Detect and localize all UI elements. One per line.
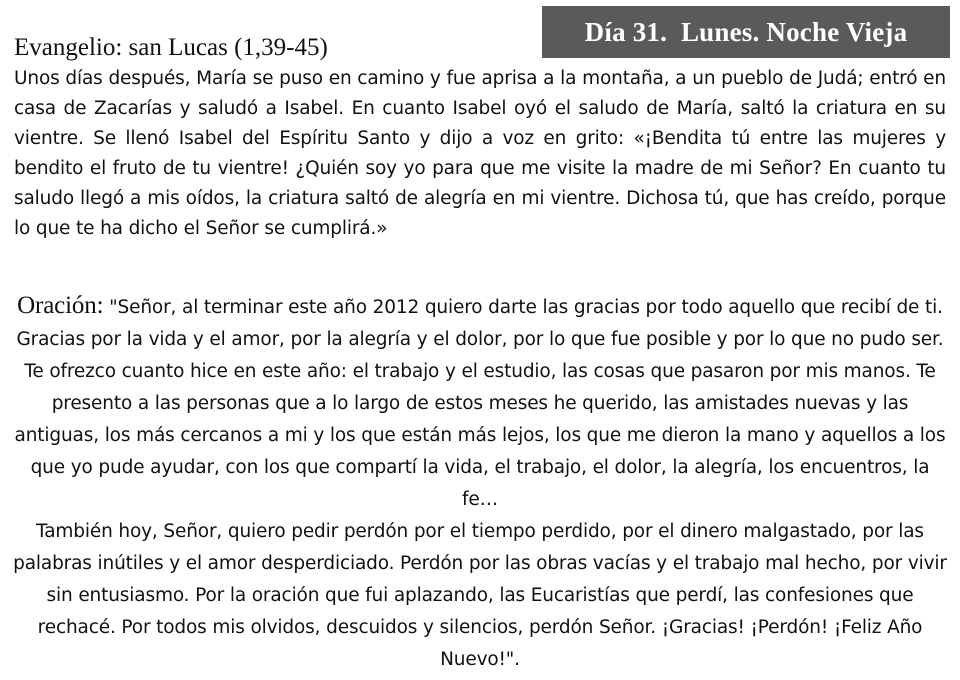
gospel-heading: Evangelio: san Lucas (1,39-45) bbox=[14, 34, 328, 61]
day-title: Día 31. Lunes. Noche Vieja bbox=[584, 16, 908, 47]
prayer-section bbox=[12, 290, 948, 676]
gospel-text: Unos días después, María se puso en camino y fue aprisa a la montaña, a un pueblo de Judá; entró en casa de Zacarías y saludó a Isabel. En cuanto Isabel oyó el saludo de María, saltó la criatura en su vientre. Se llenó Isabel del Espíritu Santo y dijo a voz en grito: «¡Bendita tú entre las mujeres y bendito el fruto de tu vientre! ¿Quién soy yo para que me visite la madre de mi Señor? En cuanto tu saludo llegó a mis oídos, la criatura saltó de alegría en mi vientre. Dichosa tú, que has creído, porque lo que te ha dicho el Señor se cumplirá.» bbox=[14, 68, 946, 239]
prayer-label: Oración: bbox=[17, 292, 104, 319]
prayer-paragraph-1 bbox=[12, 290, 948, 516]
prayer-paragraph-2: También hoy, Señor, quiero pedir perdón por el tiempo perdido, por el dinero malgastado, por las palabras inútiles y el amor desperdiciado. Perdón por las obras vacías y el trabajo mal hecho, por vivir sin entusiasmo. Por la oración que fui aplazando, las Eucaristías que perdí, las confesiones que rechacé. Por todos mis olvidos, descuidos y silencios, perdón Señor. ¡Gracias! ¡Perdón! ¡Feliz Año Nuevo!". bbox=[13, 521, 947, 670]
day-title-banner bbox=[542, 6, 950, 58]
prayer-paragraph-1-text: "Señor, al terminar este año 2012 quiero darte las gracias por todo aquello que recibí de ti. Gracias por la vida y el amor, por la alegría y el dolor, por lo que fue posible y por lo que no pudo ser. Te ofrezco cuanto hice en este año: el trabajo y el estudio, las cosas que pasaron por mis manos. Te presento a las personas que a lo largo de estos meses he querido, las amistades nuevas y las antiguas, los más cercanos a mi y los que están más lejos, los que me dieron la mano y aquellos a los que yo pude ayudar, con los que compartí la vida, el trabajo, el dolor, la alegría, los encuentros, la fe… bbox=[14, 297, 946, 510]
